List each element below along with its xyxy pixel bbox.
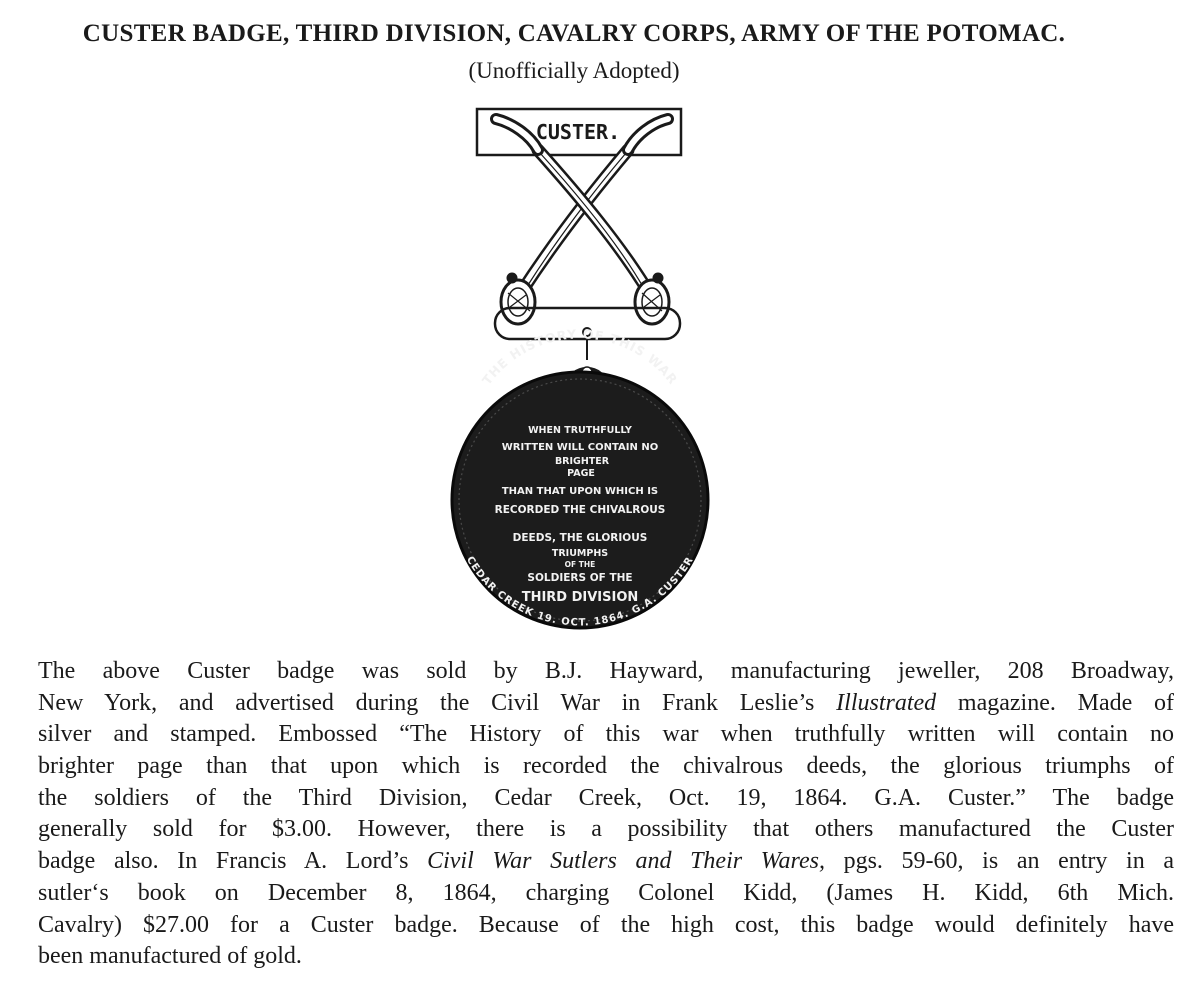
medal-text-line: THAN THAT UPON WHICH IS (501, 486, 659, 497)
medal-text-line: THIRD DIVISION (521, 590, 639, 605)
description-paragraph (38, 656, 1174, 973)
paragraph-line: sutler‘s book on December 8, 1864, charging Colonel Kidd, (James H. Kidd, 6th Mich. (38, 879, 1174, 906)
medal-text-line: RECORDED THE CHIVALROUS (494, 504, 666, 516)
paragraph-line: New York, and advertised during the Civil War in Frank Leslie’s Illustrated magazine. Made of (38, 689, 1174, 716)
paragraph-line: generally sold for $3.00. However, there is a possibility that others manufactured the Custer (38, 816, 1174, 843)
paragraph-line: silver and stamped. Embossed “The History of this war when truthfully written will contain no (38, 721, 1174, 748)
paragraph-line: been manufactured of gold. (38, 943, 302, 970)
medal-text-line: DEEDS, THE GLORIOUS (512, 532, 648, 544)
paragraph-line: brighter page than that upon which is recorded the chivalrous deeds, the glorious triumphs of (38, 753, 1174, 780)
medal-text-line: SOLDIERS OF THE (527, 572, 633, 584)
medal-text-line: WRITTEN WILL CONTAIN NO (501, 442, 659, 453)
paragraph-line: the soldiers of the Third Division, Cedar Creek, Oct. 19, 1864. G.A. Custer.” The badge (38, 784, 1174, 811)
paragraph-line: badge also. In Francis A. Lord’s Civil War Sutlers and Their Wares, pgs. 59-60, is an entry in a (38, 848, 1175, 875)
medal-text-line: THE HISTORY OF THIS WAR (478, 326, 682, 388)
medal-disc (452, 326, 708, 628)
medal-text-line: OF THE (564, 560, 596, 569)
book-title: Civil War Sutlers and Their Wares, (427, 848, 825, 875)
medal-text-line: CEDAR CREEK 19. OCT. 1864. G.A. CUSTER (463, 554, 697, 629)
medal-text-line: PAGE (567, 468, 595, 479)
paragraph-line: The above Custer badge was sold by B.J. Hayward, manufacturing jeweller, 208 Broadway, (38, 658, 1174, 684)
badge-bar-text: CUSTER. (535, 120, 621, 144)
medal-text-line: BRIGHTER (554, 456, 610, 467)
paragraph-line: Cavalry) $27.00 for a Custer badge. Because of the high cost, this badge would definitely have (38, 911, 1174, 938)
custer-badge-illustration (440, 95, 740, 655)
page-title: CUSTER BADGE, THIRD DIVISION, CAVALRY CORPS, ARMY OF THE POTOMAC. (82, 20, 1066, 47)
medal-text-line: WHEN TRUTHFULLY (528, 425, 632, 436)
page-subtitle: (Unofficially Adopted) (468, 58, 680, 83)
medal-text-line: TRIUMPHS (551, 548, 609, 559)
magazine-title: Illustrated (836, 689, 937, 716)
